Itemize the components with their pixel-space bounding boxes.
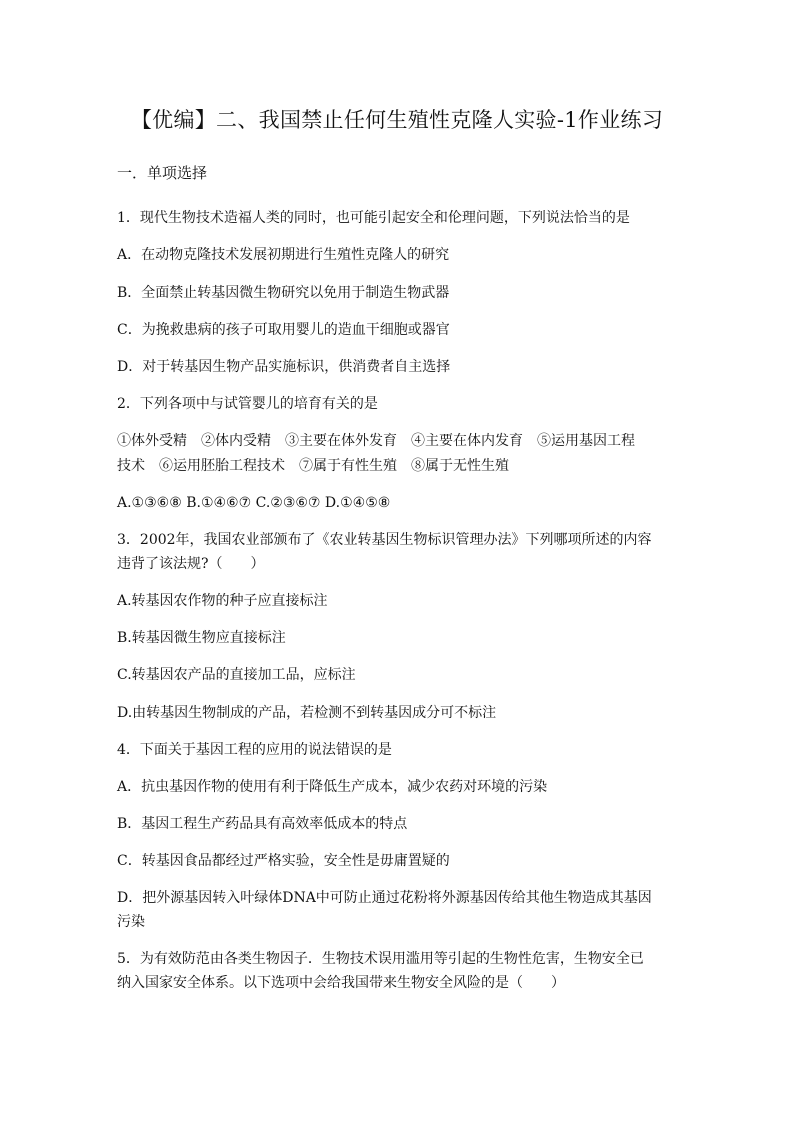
question-4-option-b: B．基因工程生产药品具有高效率低成本的特点 xyxy=(117,816,408,832)
question-5-stem-line-1: 5．为有效防范由各类生物因子．生物技术误用滥用等引起的生物性危害，生物安全已 xyxy=(117,951,644,967)
question-4-option-d-line-2: 污染 xyxy=(117,914,145,930)
question-3-stem-line-1: 3．2002年，我国农业部颁布了《农业转基因生物标识管理办法》下列哪项所述的内容 xyxy=(117,532,652,548)
question-1-option-c: C．为挽救患病的孩子可取用婴儿的造血干细胞或器官 xyxy=(117,322,450,338)
section-heading: 一．单项选择 xyxy=(117,164,208,182)
question-1-option-d: D．对于转基因生物产品实施标识，供消费者自主选择 xyxy=(117,359,451,375)
question-4-option-d-line-1: D．把外源基因转入叶绿体DNA中可防止通过花粉将外源基因传给其他生物造成其基因 xyxy=(117,890,652,906)
question-3-stem-line-2: 违背了该法规?（ ） xyxy=(117,556,265,572)
question-1-option-a: A．在动物克隆技术发展初期进行生殖性克隆人的研究 xyxy=(117,247,450,263)
question-4-stem: 4．下面关于基因工程的应用的说法错误的是 xyxy=(117,742,392,758)
question-2-items-line-1: ①体外受精 ②体内受精 ③主要在体外发育 ④主要在体内发育 ⑤运用基因工程 xyxy=(117,433,635,449)
question-4-option-a: A．抗虫基因作物的使用有利于降低生产成本，减少农药对环境的污染 xyxy=(117,779,548,795)
question-5-stem-line-2: 纳入国家安全体系。以下选项中会给我国带来生物安全风险的是（ ） xyxy=(117,975,565,991)
question-1-option-b: B．全面禁止转基因微生物研究以免用于制造生物武器 xyxy=(117,285,450,301)
question-3-option-a: A.转基因农作物的种子应直接标注 xyxy=(117,593,328,609)
question-1-stem: 1．现代生物技术造福人类的同时，也可能引起安全和伦理问题，下列说法恰当的是 xyxy=(117,210,630,226)
question-2-stem: 2．下列各项中与试管婴儿的培育有关的是 xyxy=(117,396,378,412)
question-2-options: A.①③⑥⑧ B.①④⑥⑦ C.②③⑥⑦ D.①④⑤⑧ xyxy=(117,495,391,511)
question-4-option-c: C．转基因食品都经过严格实验，安全性是毋庸置疑的 xyxy=(117,853,450,869)
page-title: 【优编】二、我国禁止任何生殖性克隆人实验-1作业练习 xyxy=(130,108,664,132)
question-3-option-b: B.转基因微生物应直接标注 xyxy=(117,630,286,646)
question-2-items-line-2: 技术 ⑥运用胚胎工程技术 ⑦属于有性生殖 ⑧属于无性生殖 xyxy=(117,458,509,474)
question-3-option-c: C.转基因农产品的直接加工品，应标注 xyxy=(117,667,356,683)
question-3-option-d: D.由转基因生物制成的产品，若检测不到转基因成分可不标注 xyxy=(117,705,497,721)
